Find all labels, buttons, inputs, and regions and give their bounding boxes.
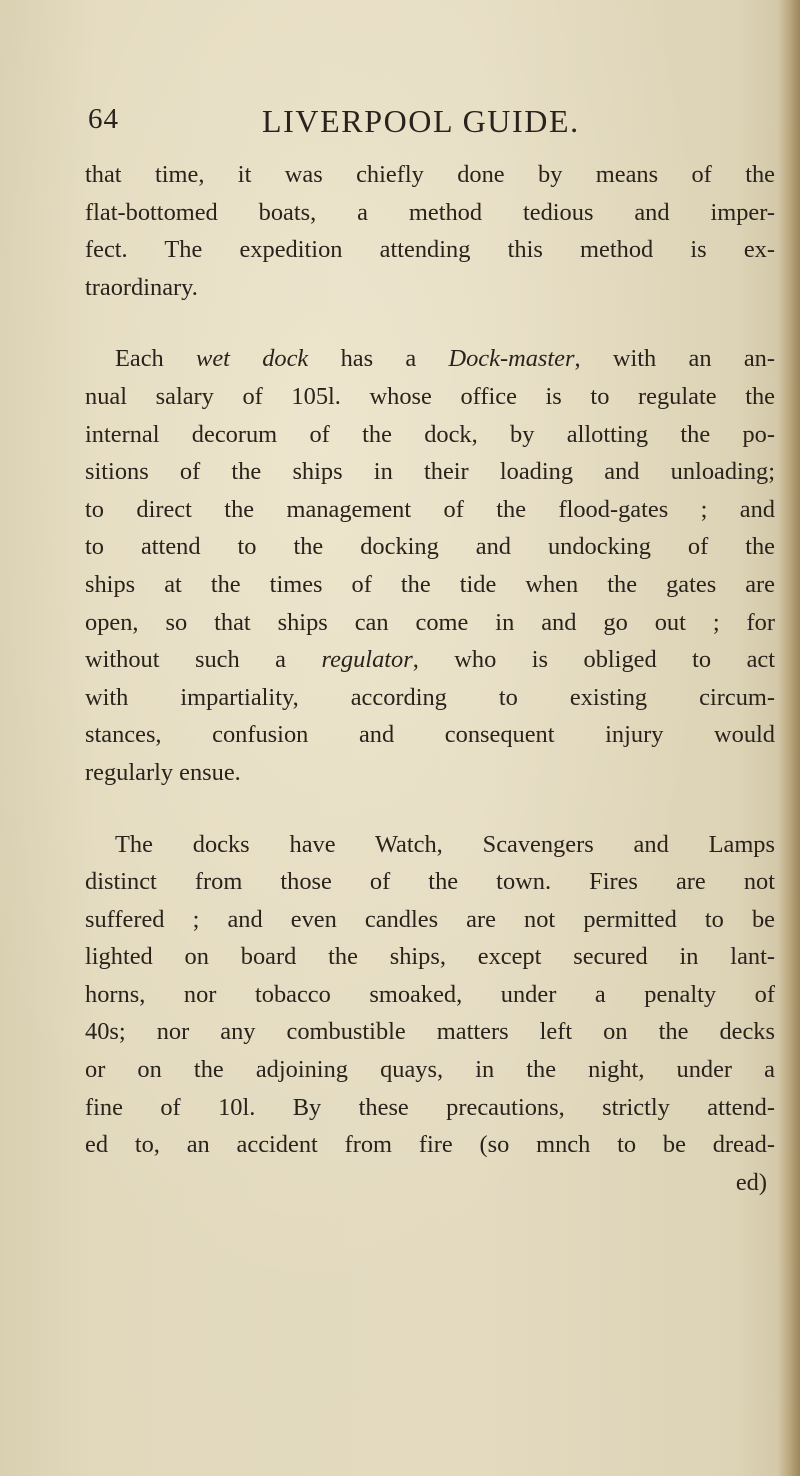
text-line: lighted on board the ships, except secured in lant- <box>85 943 775 971</box>
text-line: Each wet dock has a Dock-master, with an an- <box>115 345 775 373</box>
text-line: fect. The expedition attending this method is ex- <box>85 236 775 264</box>
text-line: to direct the management of the flood-gates ; and <box>85 495 775 523</box>
page-number: 64 <box>88 103 119 135</box>
running-header <box>88 103 768 147</box>
text-line: internal decorum of the dock, by allotting the po- <box>85 420 775 448</box>
text-line: with impartiality, according to existing circum- <box>85 683 775 711</box>
text-line: The docks have Watch, Scavengers and Lamps <box>115 830 775 858</box>
text-line: horns, nor tobacco smoaked, under a penalty of <box>85 980 775 1008</box>
text-line: that time, it was chiefly done by means of the <box>85 161 775 188</box>
running-title: LIVERPOOL GUIDE. <box>262 103 580 139</box>
catchword: ed) <box>735 1168 767 1196</box>
text-line: suffered ; and even candles are not permitted to be <box>85 905 775 933</box>
italic-term: wet dock <box>196 345 309 373</box>
text-line: flat-bottomed boats, a method tedious and imper- <box>85 198 775 226</box>
text-line: distinct from those of the town. Fires are not <box>85 868 775 896</box>
italic-term: regulator <box>321 646 413 674</box>
text-line: sitions of the ships in their loading and unloading; <box>85 458 775 486</box>
text-line: traordinary. <box>85 273 198 301</box>
text-line: fine of 10l. By these precautions, strictly attend- <box>85 1093 775 1121</box>
body-text <box>85 156 775 1235</box>
text-line: without such a regulator, who is obliged to act <box>85 646 776 674</box>
paragraph-3 <box>85 826 775 1202</box>
text-line: open, so that ships can come in and go out ; for <box>85 608 775 636</box>
text-line: ships at the times of the tide when the gates are <box>85 570 775 598</box>
text-line: ed to, an accident from fire (so mnch to be dread- <box>85 1131 775 1159</box>
text-line: stances, confusion and consequent injury would <box>85 721 775 749</box>
text-line: nual salary of 105l. whose office is to regulate the <box>85 382 775 410</box>
text-line: or on the adjoining quays, in the night, under a <box>85 1056 775 1084</box>
paragraph-1 <box>85 156 775 306</box>
page-edge-shadow <box>778 0 800 1476</box>
text-line: 40s; nor any combustible matters left on the decks <box>85 1018 775 1046</box>
italic-term: Dock-master <box>448 345 575 373</box>
paragraph-2 <box>85 340 775 791</box>
text-line: to attend to the docking and undocking of the <box>85 533 775 561</box>
text-line: regularly ensue. <box>85 758 241 786</box>
